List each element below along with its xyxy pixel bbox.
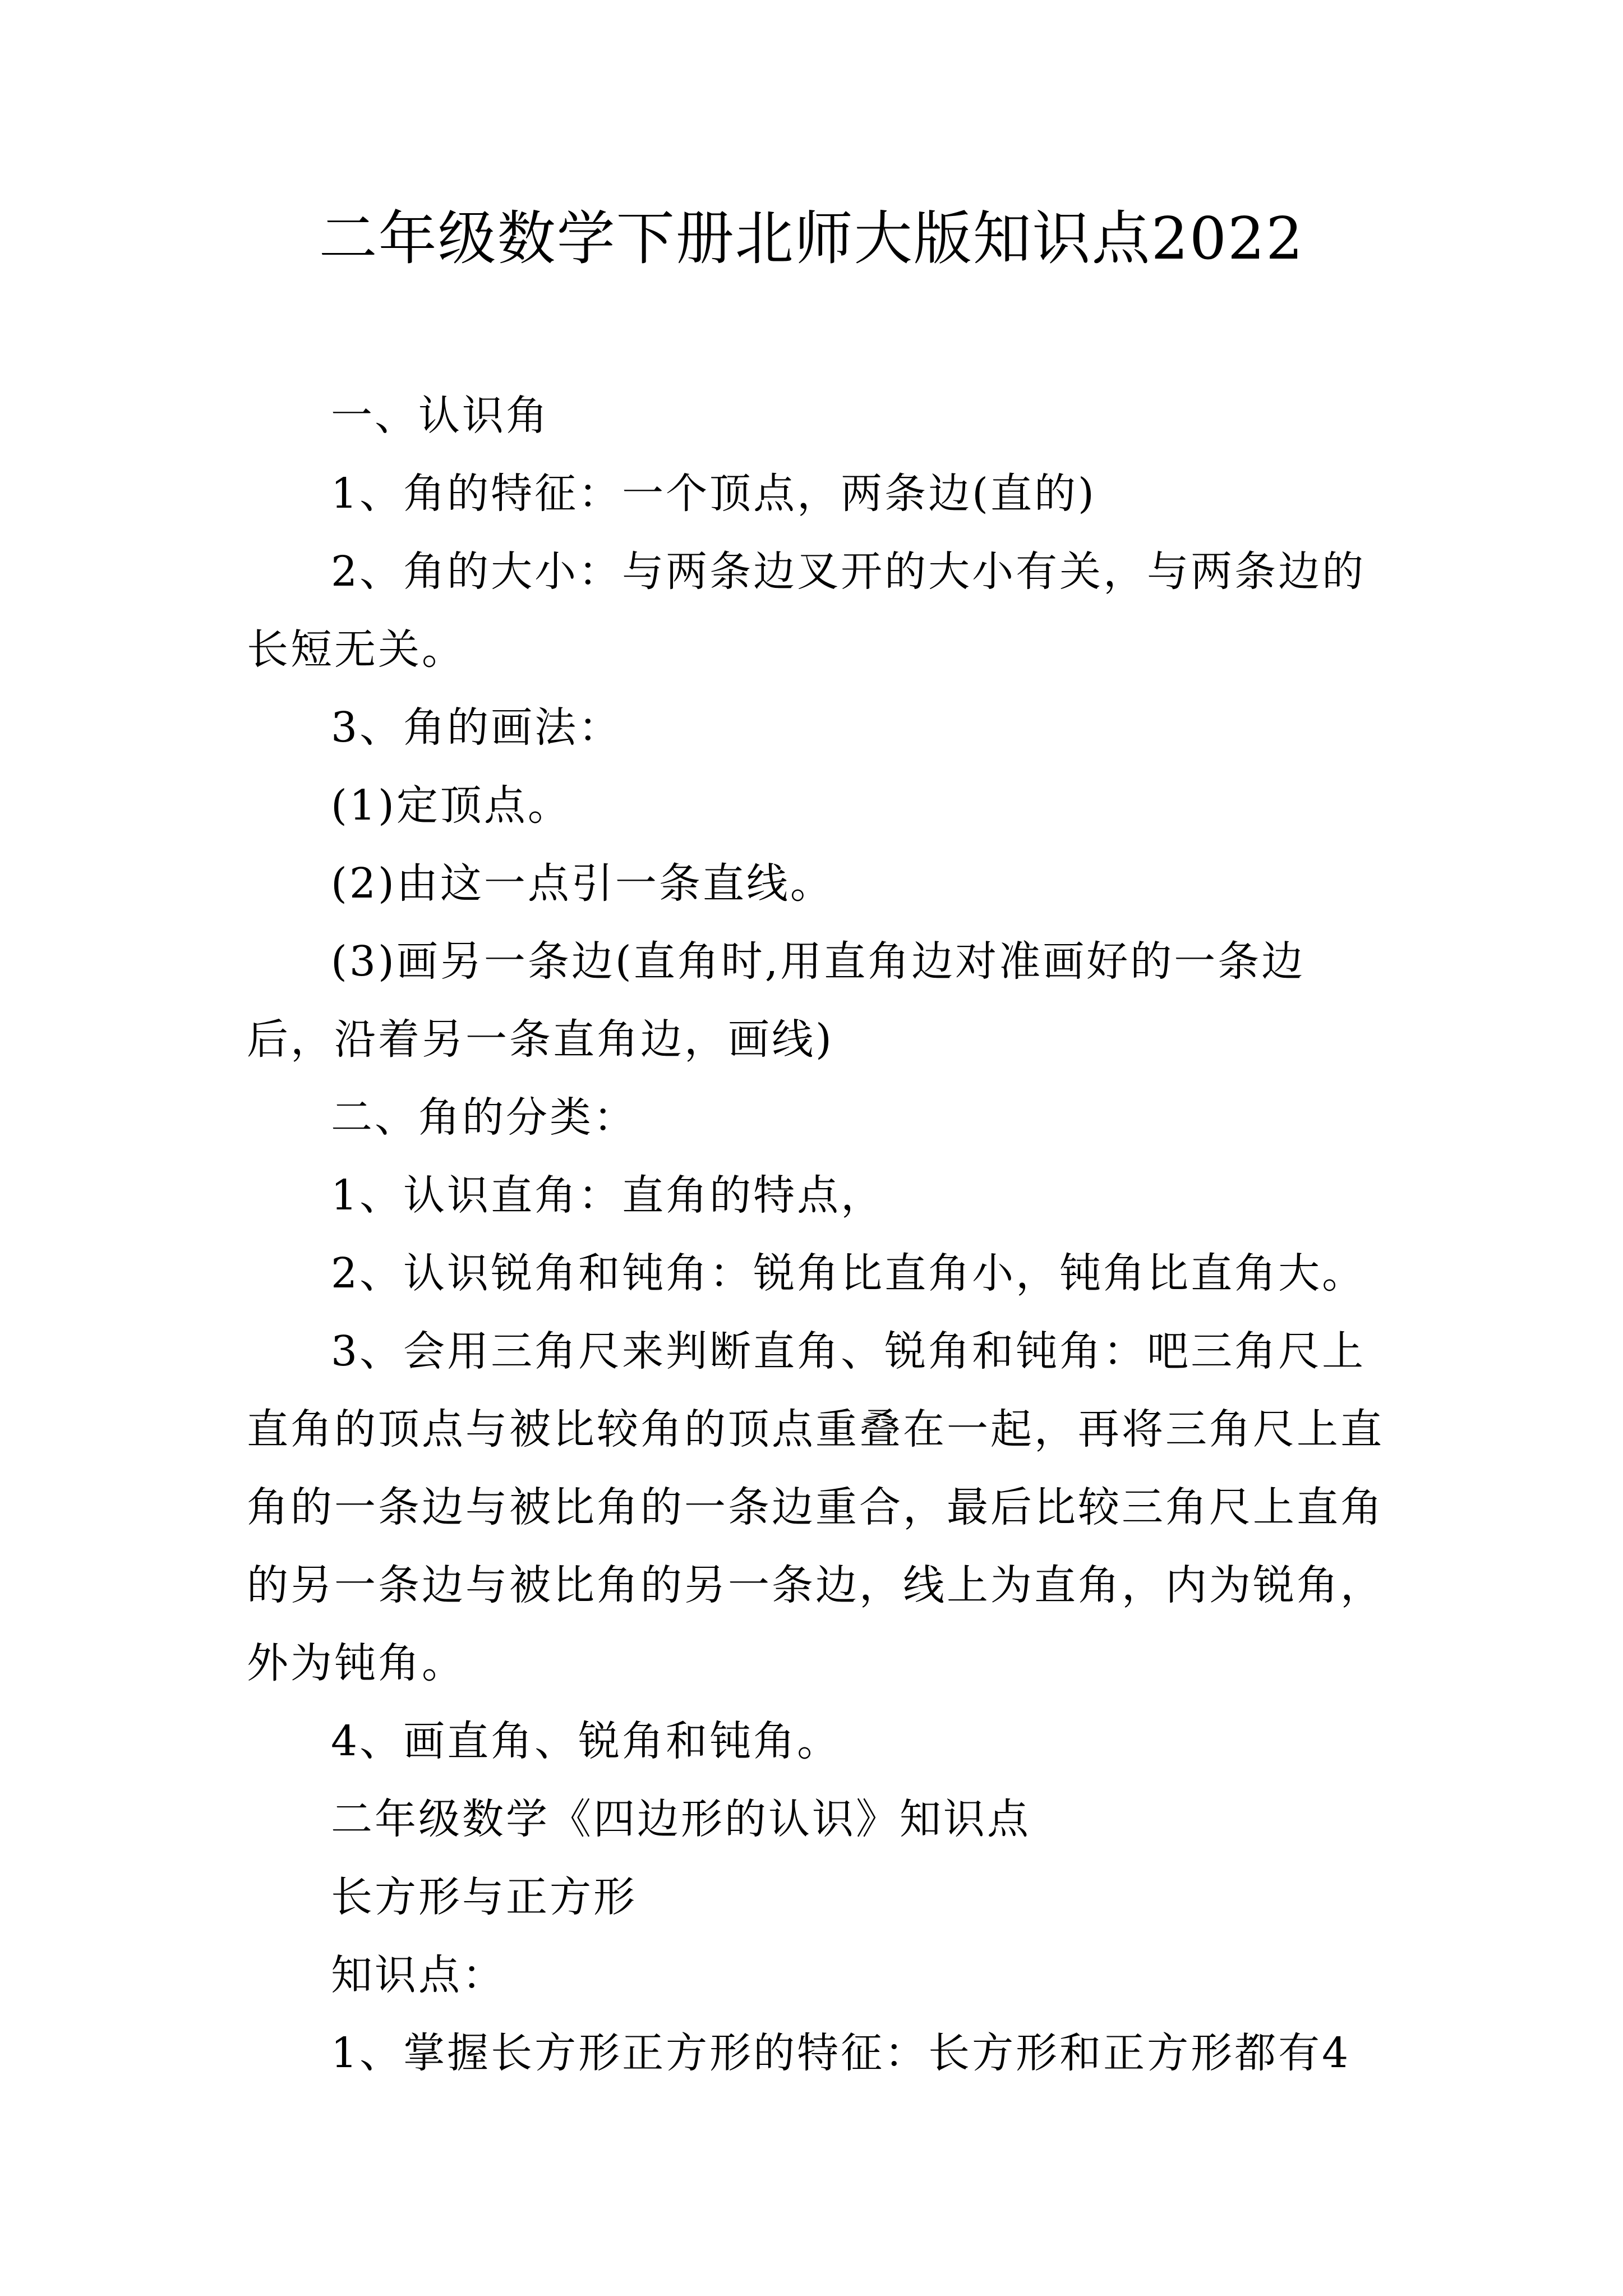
paragraph: (2)由这一点引一条直线。	[331, 859, 834, 908]
section-heading-angle-classification: 二、角的分类：	[331, 1093, 637, 1142]
document-title: 二年级数学下册北师大版知识点2022	[319, 204, 1304, 273]
paragraph: 1、角的特征：一个顶点，两条边(直的)	[331, 470, 1096, 518]
paragraph: (3)画另一条边(直角时,用直角边对准画好的一条边后，沿着另一条直角边，画线)	[247, 937, 1306, 1064]
paragraph: 3、会用三角尺来判断直角、锐角和钝角：吧三角尺上直角的顶点与被比较角的顶点重叠在一起，再将三角尺上直角的一条边与被比角的一条边重合，最后比较三角尺上直角的另一条边与被比角的另一条边，线上为直角，内为锐角，外为钝角。	[247, 1327, 1384, 1687]
section-heading-quadrilateral: 二年级数学《四边形的认识》知识点	[331, 1795, 1031, 1843]
paragraph: 2、角的大小：与两条边叉开的大小有关，与两条边的长短无关。	[247, 547, 1366, 674]
paragraph: 2、认识锐角和钝角：锐角比直角小，钝角比直角大。	[331, 1249, 1366, 1297]
paragraph: 知识点：	[331, 1951, 506, 1999]
paragraph: 4、画直角、锐角和钝角。	[331, 1717, 841, 1765]
paragraph: 1、掌握长方形正方形的特征：长方形和正方形都有4	[331, 2029, 1351, 2077]
document-body	[247, 377, 1391, 2092]
paragraph: 1、认识直角：直角的特点，	[331, 1171, 885, 1220]
paragraph: (1)定顶点。	[331, 781, 571, 830]
paragraph: 长方形与正方形	[331, 1873, 637, 1921]
paragraph: 3、角的画法：	[331, 703, 623, 752]
section-heading-angle: 一、认识角	[331, 392, 550, 440]
